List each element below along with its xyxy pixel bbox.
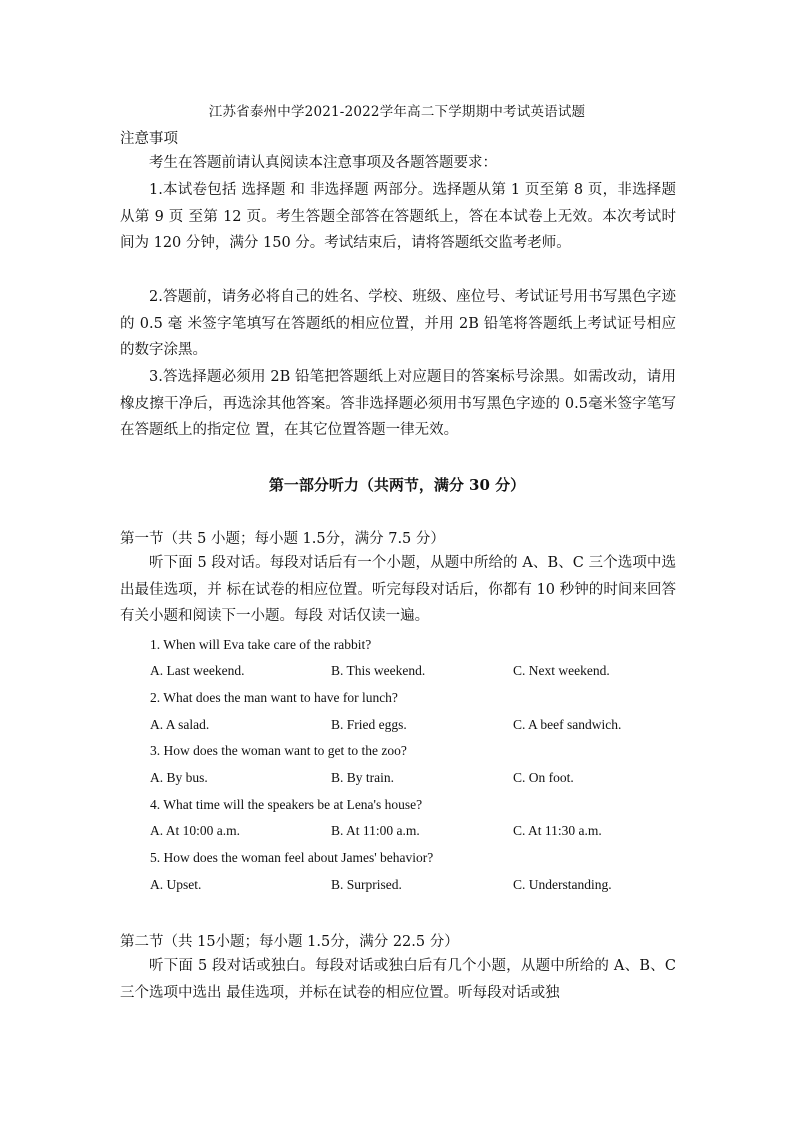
question-1-option-c: C. Next weekend. [513,663,610,678]
question-3-option-b: B. By train. [331,770,394,785]
exam-title: 江苏省泰州中学2021-2022学年高二下学期期中考试英语试题 [208,104,586,120]
question-4-option-b: B. At 11:00 a.m. [331,823,420,838]
part1-title: 第一部分听力（共两节，满分 30 分） [268,476,526,494]
notice-intro: 考生在答题前请认真阅读本注意事项及各题答题要求： [149,155,497,171]
section2-instructions: 听下面 5 段对话或独白。每段对话或独白后有几个小题，从题中所给的 A、B、C 三个选项中选出 最佳选项，并标在试卷的相应位置。听每段对话或独 [120,958,676,1001]
section1-heading: 第一节（共 5 小题；每小题 1.5分，满分 7.5 分） [120,531,445,547]
question-1-option-a: A. Last weekend. [150,663,245,678]
question-5-option-b: B. Surprised. [331,877,402,892]
question-4-stem: 4. What time will the speakers be at Lena's house? [150,797,423,812]
question-4-option-a: A. At 10:00 a.m. [150,823,240,838]
question-3-option-a: A. By bus. [150,770,208,785]
question-1-stem: 1. When will Eva take care of the rabbit? [150,637,372,652]
notice-item-1: 1.本试卷包括 选择题 和 非选择题 两部分。选择题从第 1 页至第 8 页，非选择题从第 9 页 至第 12 页。考生答题全部答在答题纸上，答在本试卷上无效。本次考试时间为 120 分钟，满分 150 分。考试结束后，请将答题纸交监考老师。 [120,182,676,251]
question-5-option-c: C. Understanding. [513,877,612,892]
notice-item-2: 2.答题前，请务必将自己的姓名、学校、班级、座位号、考试证号用书写黑色字迹的 0.5 毫 米签字笔填写在答题纸的相应位置，并用 2B 铅笔将答题纸上考试证号相应的数字涂黑。 [120,289,676,358]
question-3-stem: 3. How does the woman want to get to the zoo? [150,743,407,758]
section1-instructions: 听下面 5 段对话。每段对话后有一个小题，从题中所给的 A、B、C 三个选项中选出最佳选项，并 标在试卷的相应位置。听完每段对话后，你都有 10 秒钟的时间来回答有关小题和阅读下一小题。每段 对话仅读一遍。 [120,555,676,624]
question-4-option-c: C. At 11:30 a.m. [513,823,602,838]
question-5-stem: 5. How does the woman feel about James' behavior? [150,850,434,865]
question-3-option-c: C. On foot. [513,770,574,785]
question-1-option-b: B. This weekend. [331,663,426,678]
notice-heading: 注意事项 [120,131,178,147]
question-2-option-c: C. A beef sandwich. [513,717,622,732]
question-2-option-b: B. Fried eggs. [331,717,407,732]
question-2-stem: 2. What does the man want to have for lunch? [150,690,398,705]
notice-item-3: 3.答选择题必须用 2B 铅笔把答题纸上对应题目的答案标号涂黑。如需改动，请用橡皮擦干净后，再选涂其他答案。答非选择题必须用书写黑色字迹的 0.5毫米签字笔写在答题纸上的指定位 置，在其它位置答题一律无效。 [120,369,676,438]
question-2-option-a: A. A salad. [150,717,210,732]
section2-heading: 第二节（共 15小题；每小题 1.5分，满分 22.5 分） [120,934,459,950]
question-5-option-a: A. Upset. [150,877,202,892]
